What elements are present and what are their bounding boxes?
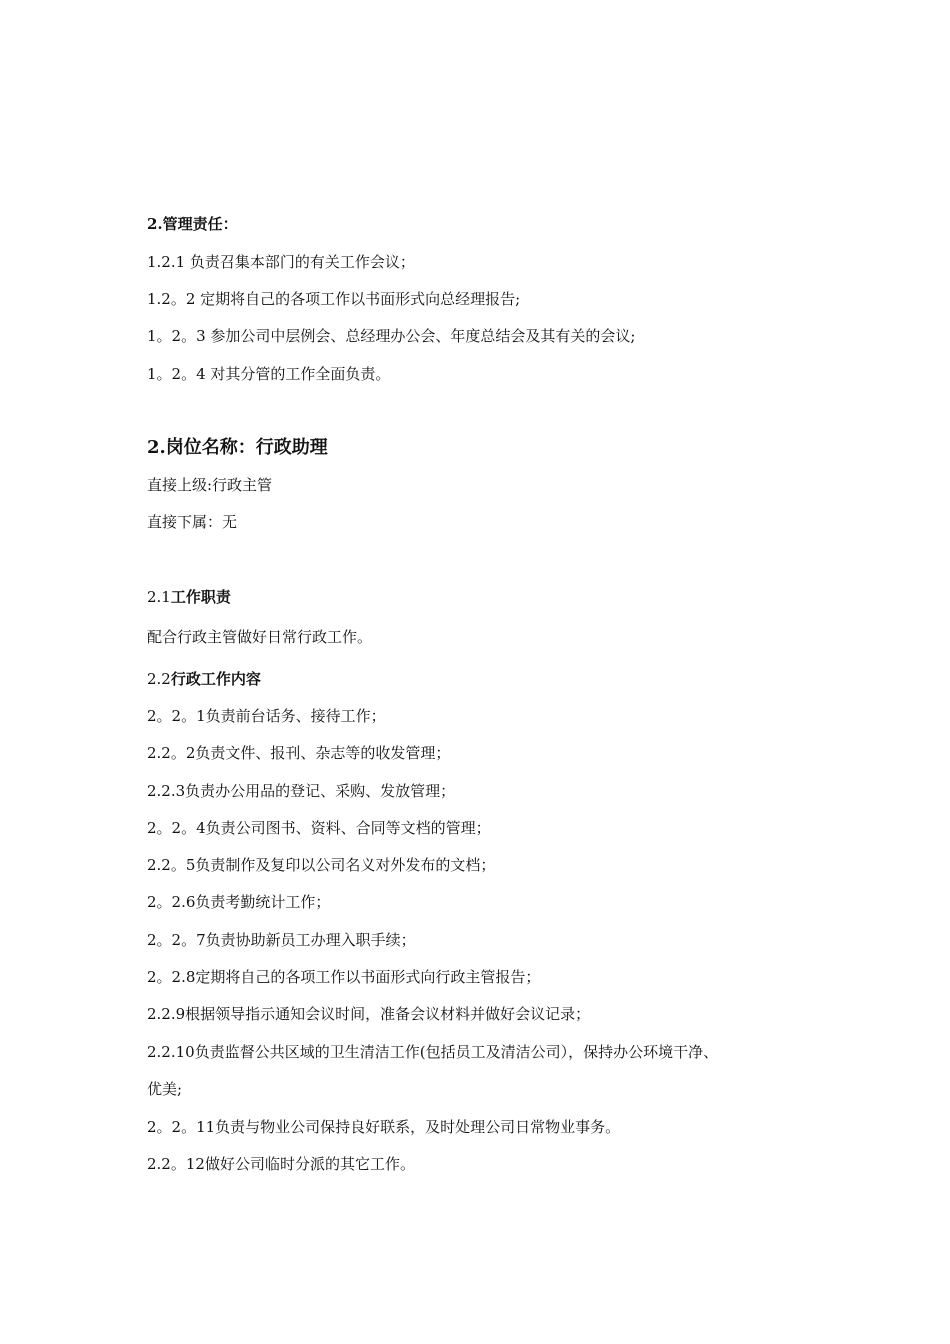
management-item-3: 1。2。3 参加公司中层例会、总经理办公会、年度总结会及其有关的会议; — [147, 327, 636, 345]
admin-item-4: 2。2。4负责公司图书、资料、合同等文档的管理； — [147, 819, 491, 837]
admin-item-8: 2。2.8定期将自己的各项工作以书面形式向行政主管报告； — [147, 968, 541, 986]
admin-item-10: 2.2.10负责监督公共区域的卫生清洁工作(包括员工及清洁公司），保持办公环境干净、 — [147, 1043, 719, 1061]
direct-superior: 直接上级:行政主管 — [147, 476, 273, 494]
admin-item-9: 2.2.9根据领导指示通知会议时间，准备会议材料并做好会议记录； — [147, 1005, 591, 1023]
duties-number: 2.1 — [147, 588, 171, 606]
management-item-4: 1。2。4 对其分管的工作全面负责。 — [147, 365, 391, 383]
admin-item-1: 2。2。1负责前台话务、接待工作； — [147, 707, 386, 725]
admin-item-3: 2.2.3负责办公用品的登记、采购、发放管理； — [147, 782, 456, 800]
admin-item-5: 2.2。5负责制作及复印以公司名义对外发布的文档； — [147, 856, 496, 874]
direct-subordinate: 直接下属：无 — [147, 513, 238, 531]
admin-item-10-continued: 优美; — [147, 1080, 183, 1098]
admin-work-title: 行政工作内容 — [170, 670, 261, 688]
admin-item-12: 2.2。12做好公司临时分派的其它工作。 — [147, 1155, 415, 1173]
duties-text: 配合行政主管做好日常行政工作。 — [147, 628, 373, 646]
duties-title: 工作职责 — [170, 588, 231, 606]
admin-item-6: 2。2.6负责考勤统计工作； — [147, 893, 331, 911]
admin-work-heading — [147, 669, 261, 689]
management-heading: 2.管理责任： — [147, 215, 238, 233]
management-item-2: 1.2。2 定期将自己的各项工作以书面形式向总经理报告; — [147, 290, 521, 308]
admin-item-2: 2.2。2负责文件、报刊、杂志等的收发管理； — [147, 744, 451, 762]
management-item-1: 1.2.1 负责召集本部门的有关工作会议； — [147, 253, 415, 271]
admin-item-11: 2。2。11负责与物业公司保持良好联系，及时处理公司日常物业事务。 — [147, 1118, 621, 1136]
duties-heading — [147, 587, 231, 607]
position-heading: 2.岗位名称：行政助理 — [147, 437, 328, 458]
admin-work-number: 2.2 — [147, 670, 171, 688]
admin-item-7: 2。2。7负责协助新员工办理入职手续； — [147, 931, 416, 949]
